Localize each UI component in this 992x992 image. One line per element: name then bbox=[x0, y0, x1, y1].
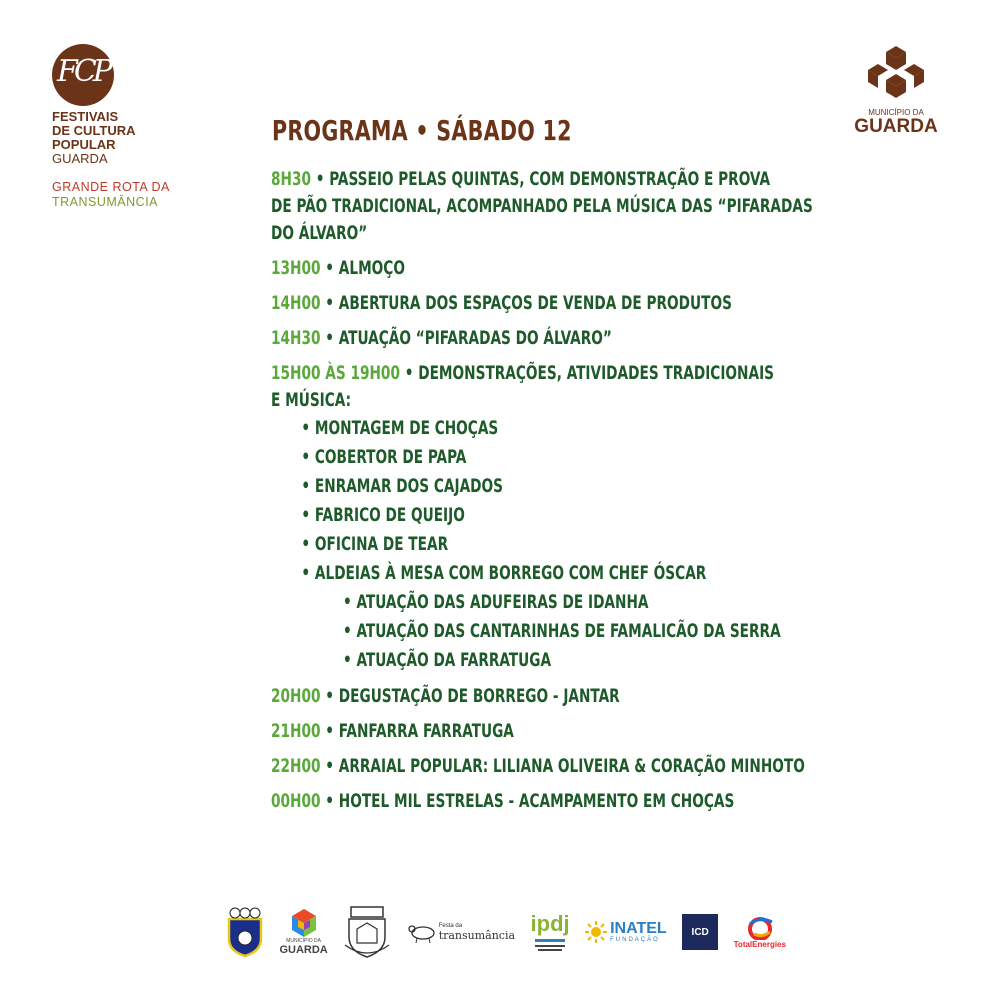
festa-transumancia-logo: Festa da transumância bbox=[407, 921, 515, 943]
guarda-sponsor-logo: MUNICÍPIO DA GUARDA bbox=[279, 908, 327, 956]
program-item: 22H00 • ARRAIAL POPULAR: LILIANA OLIVEIRA & CORAÇÃO MINHOTO bbox=[271, 755, 805, 777]
icd-logo: ICD bbox=[682, 914, 718, 950]
program-item-continued: DO ÁLVARO” bbox=[271, 222, 368, 244]
page-title: PROGRAMA • SÁBADO 12 bbox=[272, 114, 572, 147]
performance-item: • ATUAÇÃO DA FARRATUGA bbox=[343, 649, 552, 671]
festivais-logo bbox=[52, 44, 172, 210]
municipio-guarda-logo: MUNICÍPIO DA GUARDA bbox=[846, 44, 946, 136]
activity-item: • ALDEIAS À MESA COM BORREGO COM CHEF ÓSCAR bbox=[301, 562, 707, 584]
program-list bbox=[271, 166, 871, 815]
program-item: 14H30 • ATUAÇÃO “PIFARADAS DO ÁLVARO” bbox=[271, 327, 612, 349]
inatel-logo: INATEL FUNDAÇÃO bbox=[585, 921, 667, 943]
ipdj-logo: ipdj bbox=[531, 913, 570, 951]
activity-item: • COBERTOR DE PAPA bbox=[301, 446, 467, 468]
program-item: 8H30 • PASSEIO PELAS QUINTAS, COM DEMONSTRAÇÃO E PROVA bbox=[271, 168, 771, 190]
program-item: 21H00 • FANFARRA FARRATUGA bbox=[271, 720, 514, 742]
sun-icon bbox=[585, 921, 607, 943]
festivais-logo-text: FESTIVAIS DE CULTURA POPULAR GUARDA bbox=[52, 109, 136, 166]
fcp-monogram-icon: FCP bbox=[52, 44, 114, 106]
acr-crest-logo bbox=[226, 907, 264, 957]
program-item: 15H00 ÀS 19H00 • DEMONSTRAÇÕES, ATIVIDADES TRADICIONAIS bbox=[271, 362, 775, 384]
activity-item: • ENRAMAR DOS CAJADOS bbox=[301, 475, 503, 497]
cube-pattern-icon bbox=[868, 44, 924, 100]
performance-item: • ATUAÇÃO DAS ADUFEIRAS DE IDANHA bbox=[343, 591, 649, 613]
rota-transumancia-logo: GRANDE ROTA DA TRANSUMÂNCIA bbox=[52, 180, 170, 209]
program-item: 14H00 • ABERTURA DOS ESPAÇOS DE VENDA DE PRODUTOS bbox=[271, 292, 732, 314]
freguesia-crest-logo bbox=[343, 905, 391, 959]
program-item-continued: DE PÃO TRADICIONAL, ACOMPANHADO PELA MÚSICA DAS “PIFARADAS bbox=[271, 195, 813, 217]
program-item: 20H00 • DEGUSTAÇÃO DE BORREGO - JANTAR bbox=[271, 685, 620, 707]
sponsor-logos bbox=[226, 900, 786, 964]
performance-item: • ATUAÇÃO DAS CANTARINHAS DE FAMALICÃO DA SERRA bbox=[343, 620, 781, 642]
program-item-continued: E MÚSICA: bbox=[271, 389, 352, 411]
program-item: 13H00 • ALMOÇO bbox=[271, 257, 405, 279]
totalenergies-logo: TotalEnergies bbox=[734, 916, 786, 949]
activity-item: • FABRICO DE QUEIJO bbox=[301, 504, 465, 526]
program-item: 00H00 • HOTEL MIL ESTRELAS - ACAMPAMENTO EM CHOÇAS bbox=[271, 790, 735, 812]
activity-item: • MONTAGEM DE CHOÇAS bbox=[301, 417, 499, 439]
activity-item: • OFICINA DE TEAR bbox=[301, 533, 449, 555]
